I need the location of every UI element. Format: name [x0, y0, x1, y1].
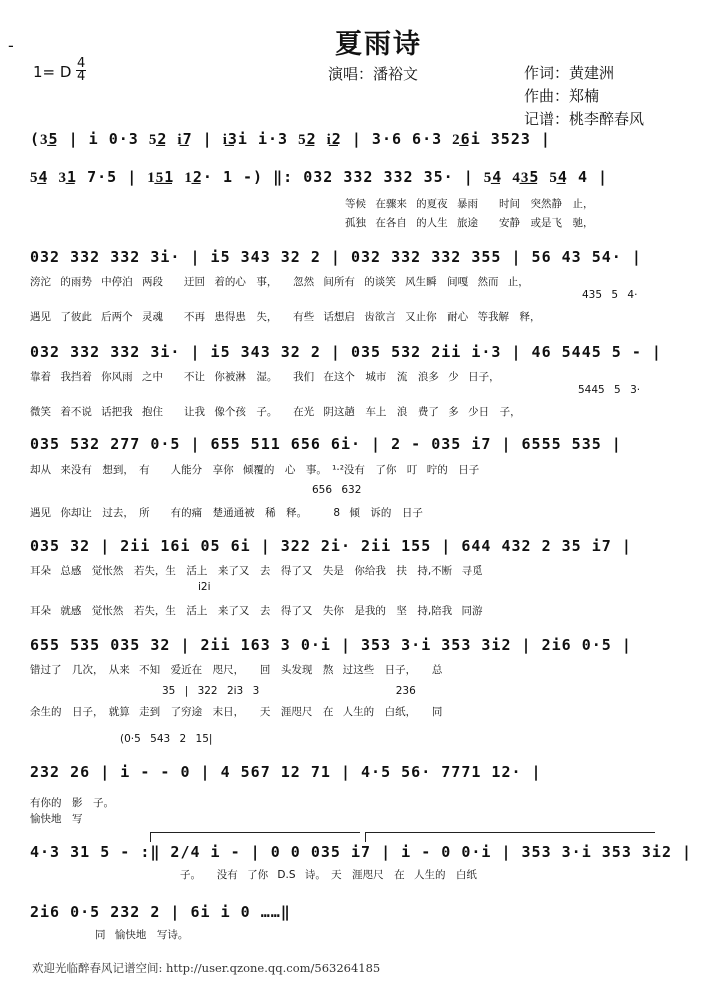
notation-line: 032 332 332 3i· | i5 343 32 2 | 032 332 332 355 | 56 43 54· | [30, 248, 642, 266]
singer-credit: 演唱：潘裕文 [328, 65, 419, 83]
key-signature: 1= D [33, 63, 72, 81]
volta-bracket-edge [150, 832, 151, 842]
lyric-line: 435 5 4· [582, 289, 638, 301]
notation-line: 2i6 0·5 232 2 | 6i i 0 ……‖ [30, 903, 291, 921]
lyric-line: 同 愉快地 写诗。 [95, 929, 189, 941]
composer-credit: 作曲：郑楠 [524, 87, 600, 105]
volta-bracket [150, 832, 360, 833]
lyric-line: 子。 没有 了你 D.S 诗。 天 涯咫尺 在 人生的 白纸 [180, 869, 477, 881]
time-signature-top: 4 [77, 56, 86, 71]
lyric-line: 孤独 在各自 的人生 旅途 安静 或是飞 驰， [345, 217, 594, 229]
lyric-line: 耳朵 就感 觉怅然 若失，生 活上 来了又 去 得了又 失你 是我的 坚 持,陪我 同游 [30, 605, 483, 617]
lyric-line: 靠着 我挡着 你风雨 之中 不让 你被淋 湿。 我们 在这个 城市 流 浪多 少 日子， [30, 371, 500, 383]
lyric-line: 耳朵 总感 觉怅然 若失，生 活上 来了又 去 得了又 失是 你给我 扶 持,不断 寻觅 [30, 565, 483, 577]
time-signature [76, 58, 86, 83]
notation-line: 4·3 31 5 - :‖ 2/4 i - | 0 0 035 i7 | i - 0 0·i | 353 3·i 353 3i2 | [30, 843, 693, 861]
lyric-line: i2i [198, 581, 211, 593]
transcriber-credit: 记谱：桃李醉春风 [524, 110, 645, 128]
lyric-line: (0·5 543 2 15| [120, 733, 213, 745]
footer-credit: 欢迎光临醉春风记谱空间: http://user.qzone.qq.com/563264185 [32, 961, 381, 975]
notation-line: 232 26 | i - - 0 | 4 567 12 71 | 4·5 56· 7771 12· | [30, 763, 542, 781]
lyric-line: 却从 来没有 想到， 有 人能分 享你 倾覆的 心 事。 ¹·²没有 了你 叮 咛的 日子 [30, 464, 480, 476]
lyric-line: 遇见 了彼此 后两个 灵魂 不再 患得患 失， 有些 话想启 齿欲言 又止你 耐心 等我解 释， [30, 311, 541, 323]
page-left-mark: - [8, 36, 14, 55]
song-title: 夏雨诗 [335, 29, 422, 60]
lyricist-credit: 作词：黄建洲 [524, 64, 615, 82]
lyric-line: 35 | 322 2i3 3 236 [162, 685, 416, 697]
notation-line: 035 32 | 2ii 16i 05 6i | 322 2i· 2ii 155 | 644 432 2 35 i7 | [30, 537, 632, 555]
lyric-line: 有你的 影 子。 [30, 797, 114, 809]
lyric-line: 遇见 你却让 过去， 所 有的痛 楚通通被 稀 释。 8 倾 诉的 日子 [30, 507, 423, 519]
lyric-line: 656 632 [312, 484, 362, 496]
lyric-line: 余生的 日子， 就算 走到 了穷途 末日， 天 涯咫尺 在 人生的 白纸， 同 [30, 706, 443, 718]
notation-line: 5͟4 3͟1 7·5 | 1͟5͟1 1͟2· 1 -) ‖: 032 332 332 35· | 5͟4 4͟3͟5 5͟4 4 | [30, 168, 609, 186]
time-signature-bottom: 4 [77, 69, 86, 84]
volta-bracket-edge [365, 832, 366, 842]
notation-line: 655 535 035 32 | 2ii 163 3 0·i | 353 3·i 353 3i2 | 2i6 0·5 | [30, 636, 632, 654]
lyric-line: 错过了 几次， 从来 不知 爱近在 咫尺， 回 头发现 熬 过这些 日子， 总 [30, 664, 443, 676]
notation-line: 035 532 277 0·5 | 655 511 656 6i· | 2 - 035 i7 | 6555 535 | [30, 435, 622, 453]
notation-line: 032 332 332 3i· | i5 343 32 2 | 035 532 2ii i·3 | 46 5445 5 - | [30, 343, 662, 361]
lyric-line: 滂沱 的雨势 中停泊 两段 迂回 着的心 事， 忽然 间所有 的谈笑 风生瞬 间嘎 然而 止， [30, 276, 529, 288]
volta-bracket [365, 832, 655, 833]
lyric-line: 微笑 着不说 话把我 抱住 让我 像个孩 子。 在光 阴这趟 车上 浪 费了 多 少日 子， [30, 406, 521, 418]
lyric-line: 5445 5 3· [578, 384, 641, 396]
lyric-line: 等候 在骤来 的夏夜 暴雨 时间 突然静 止， [345, 198, 594, 210]
lyric-line: 愉快地 写 [30, 813, 83, 825]
notation-line: (3͟5 | i 0·3 5͟2 i͟7 | i͟3i i·3 5͟2 i͟2 | 3·6 6·3 2͟6i 3523 | [30, 130, 551, 148]
